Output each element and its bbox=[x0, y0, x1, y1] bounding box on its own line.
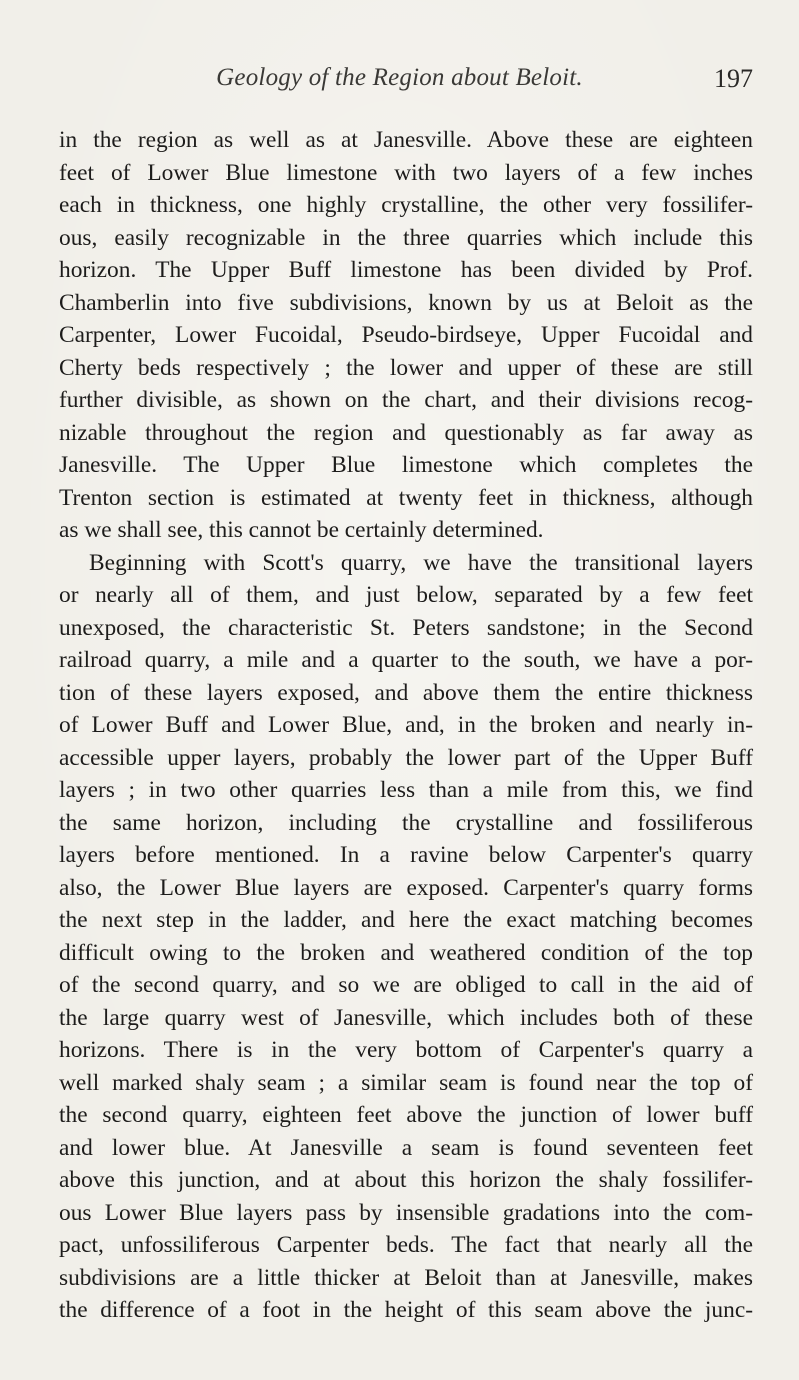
text-line: as we shall see, this cannot be certainly determined. bbox=[59, 517, 544, 543]
text-line: horizon. The Upper Buff limestone has been divided by Prof. bbox=[59, 257, 753, 283]
text-line: the same horizon, including the crystalline and fossiliferous bbox=[59, 809, 753, 836]
paragraph-2 bbox=[59, 547, 753, 1327]
text-line: further divisible, as shown on the chart, and their divisions recog- bbox=[59, 387, 753, 413]
page-number: 197 bbox=[714, 64, 753, 93]
text-line: Cherty beds respectively ; the lower and upper of these are still bbox=[59, 354, 753, 381]
text-line: Carpenter, Lower Fucoidal, Pseudo-birdseye, Upper Fucoidal and bbox=[59, 322, 753, 348]
text-line: also, the Lower Blue layers are exposed. Carpenter's quarry forms bbox=[59, 874, 753, 901]
text-line: Trenton section is estimated at twenty feet in thickness, although bbox=[59, 484, 753, 511]
text-line: accessible upper layers, probably the lower part of the Upper Buff bbox=[59, 744, 753, 771]
text-line: unexposed, the characteristic St. Peters sandstone; in the Second bbox=[59, 614, 753, 641]
text-line: in the region as well as at Janesville. Above these are eighteen bbox=[59, 127, 753, 153]
text-line: nizable throughout the region and questionably as far away as bbox=[59, 419, 753, 446]
text-line: layers before mentioned. In a ravine below Carpenter's quarry bbox=[59, 842, 753, 868]
text-line: Janesville. The Upper Blue limestone which completes the bbox=[59, 452, 753, 478]
text-line: subdivisions are a little thicker at Beloit than at Janesville, makes bbox=[59, 1264, 753, 1291]
text-line: railroad quarry, a mile and a quarter to the south, we have a por- bbox=[59, 647, 753, 673]
text-line: difficult owing to the broken and weathered condition of the top bbox=[59, 939, 753, 966]
paragraph-1 bbox=[59, 124, 753, 547]
text-line: feet of Lower Blue limestone with two layers of a few inches bbox=[59, 159, 753, 186]
text-line: above this junction, and at about this horizon the shaly fossilifer- bbox=[59, 1167, 753, 1193]
text-line: Chamberlin into five subdivisions, known by us at Beloit as the bbox=[59, 289, 753, 316]
text-line: tion of these layers exposed, and above them the entire thickness bbox=[59, 679, 753, 706]
running-title: Geology of the Region about Beloit. bbox=[216, 64, 583, 91]
text-line: horizons. There is in the very bottom of Carpenter's quarry a bbox=[59, 1037, 753, 1063]
running-head bbox=[0, 64, 799, 96]
text-line: ous Lower Blue layers pass by insensible gradations into the com- bbox=[59, 1199, 753, 1226]
text-line: the large quarry west of Janesville, which includes both of these bbox=[59, 1004, 753, 1031]
text-line: layers ; in two other quarries less than a mile from this, we find bbox=[59, 777, 753, 803]
text-line: of Lower Buff and Lower Blue, and, in the broken and nearly in- bbox=[59, 712, 753, 738]
text-line: the next step in the ladder, and here the exact matching becomes bbox=[59, 907, 753, 933]
text-line: and lower blue. At Janesville a seam is found seventeen feet bbox=[59, 1134, 753, 1161]
text-line: well marked shaly seam ; a similar seam is found near the top of bbox=[59, 1069, 753, 1096]
text-line: of the second quarry, and so we are obliged to call in the aid of bbox=[59, 972, 753, 998]
text-line: ous, easily recognizable in the three quarries which include this bbox=[59, 224, 753, 251]
text-line: the difference of a foot in the height of this seam above the junc- bbox=[59, 1297, 753, 1323]
text-line: the second quarry, eighteen feet above the junction of lower buff bbox=[59, 1102, 753, 1128]
text-line: Beginning with Scott's quarry, we have the transitional layers bbox=[89, 549, 753, 576]
body-text bbox=[59, 124, 753, 1327]
text-line: or nearly all of them, and just below, separated by a few feet bbox=[59, 582, 753, 608]
text-line: pact, unfossiliferous Carpenter beds. The fact that nearly all the bbox=[59, 1232, 753, 1258]
text-line: each in thickness, one highly crystalline, the other very fossilifer- bbox=[59, 192, 753, 218]
